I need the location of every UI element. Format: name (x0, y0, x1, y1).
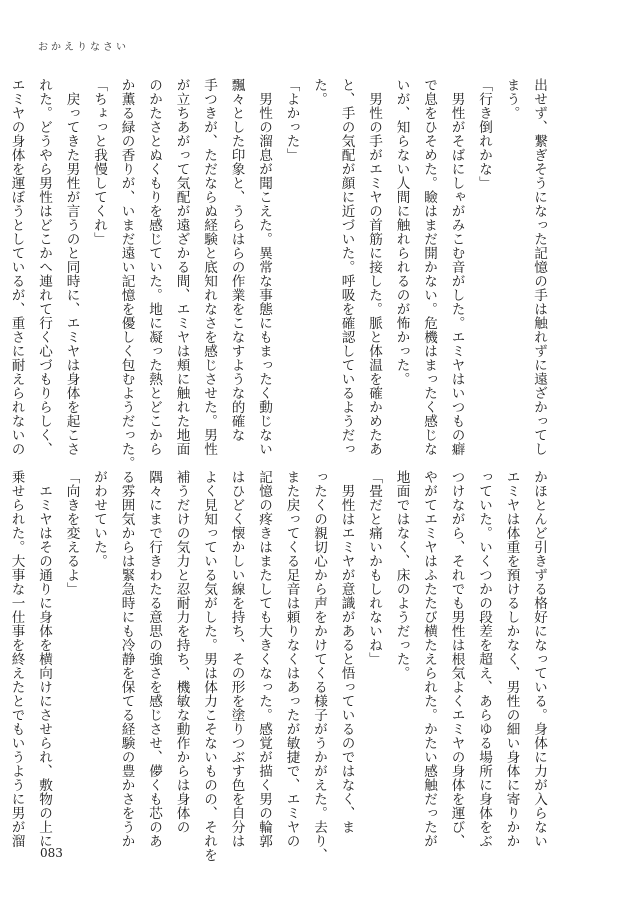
text-line: エミヤは体重を預けるしかなく、男性の細い身体に寄りかか (503, 470, 520, 848)
text-line: 乗せられた。大事な一仕事を終えたとでもいうように男が溜 (8, 470, 25, 848)
text-line: やがてエミヤはふたたび横たえられた。かたい感触だったが (421, 470, 437, 848)
text-line: 男性がそばにしゃがみこむ音がした。エミヤはいつもの癖 (448, 78, 465, 456)
text-line: 「畳だと痛いかもしれないね」 (366, 470, 382, 666)
text-line: た。 (311, 78, 327, 106)
text-line: 戻ってきた男性が言うのと同時に、エミヤは身体を起こさ (63, 78, 80, 456)
text-line: っていた。いくつかの段差を超え、あらゆる場所に身体をぶ (476, 470, 492, 848)
text-line: のかたさとぬくもりを感じていた。地に凝った熱とどこから (146, 78, 162, 456)
text-line: エミヤの身体を運ぼうとしているが、重さに耐えられないの (8, 78, 25, 456)
text-line: つけながら、それでも男性は根気よくエミヤの身体を運び、 (448, 470, 465, 848)
text-line: 「ちょっと我慢してくれ」 (91, 78, 107, 246)
text-line: か薫る緑の香りが、いまだ遠い記憶を優しく包むようだった。 (118, 78, 135, 470)
text-line: まう。 (503, 78, 520, 120)
text-line: が立ちあがって気配が遠ざかる間、エミヤは頬に触れた地面 (173, 78, 190, 456)
running-title: おかえりなさい (38, 42, 129, 53)
text-line: がわせていた。 (91, 470, 107, 568)
text-line: 男性の溜息が聞こえた。異常な事態にもまったく動じない (256, 78, 272, 456)
upper-text-block (8, 78, 552, 470)
text-line: かほとんど引きずる格好になっている。身体に力が入らない (531, 470, 547, 848)
text-line: 手つきが、ただならぬ経験と底知れなさを感じさせた。男性 (201, 78, 217, 456)
text-line: と、手の気配が顔に近づいた。呼吸を確認しているようだっ (338, 78, 355, 456)
text-line: 「よかった」 (283, 78, 300, 162)
text-line: 「行き倒れかな」 (476, 78, 492, 190)
text-line: 地面ではなく、床のようだった。 (393, 470, 410, 680)
text-line: 隅々にまで行きわたる意思の強さを感じさせ、儚くも芯のあ (146, 470, 162, 848)
text-line: 飄々とした印象と、うらはらの作業をこなすような的確な (228, 78, 245, 442)
text-line: エミヤはその通りに身体を横向けにさせられ、敷物の上に (36, 470, 52, 848)
page-number: 083 (40, 846, 63, 860)
text-line: る雰囲気からは緊急時にも冷静を保てる経験の豊かさをうか (118, 470, 135, 848)
text-line: 補うだけの気力と忍耐力を持ち、機敏な動作からは身体の (173, 470, 190, 834)
text-line: 記憶の疼きはまたしても大きくなった。感覚が描く男の輪郭 (256, 470, 272, 848)
text-line: いが、知らない人間に触れられるのが怖かった。 (393, 78, 410, 386)
text-line: また戻ってくる足音は頼りなくはあったが敏捷で、エミヤの (283, 470, 300, 848)
text-line: ったくの親切心から声をかけてくる様子がうかがえた。去り、 (311, 470, 327, 862)
text-line: 出せず、繋ぎそうになった記憶の手は触れずに遠ざかってし (531, 78, 547, 456)
text-line: 男性の手がエミヤの首筋に接した。脈と体温を確かめたあ (366, 78, 382, 456)
text-line: はひどく懐かしい線を持ち、その形を塗りつぶす色を自分は (228, 470, 245, 848)
text-line: 「向きを変えるよ」 (63, 470, 80, 596)
text-line: で息をひそめた。瞼はまだ開かない。危機はまったく感じな (421, 78, 437, 456)
text-line: れた。どうやら男性はどこかへ連れて行く心づもりらしく、 (36, 78, 52, 456)
text-line: よく見知っている気がした。男は体力こそないものの、それを (201, 470, 217, 862)
text-line: 男性はエミヤが意識があると悟っているのではなく、ま (338, 470, 355, 834)
